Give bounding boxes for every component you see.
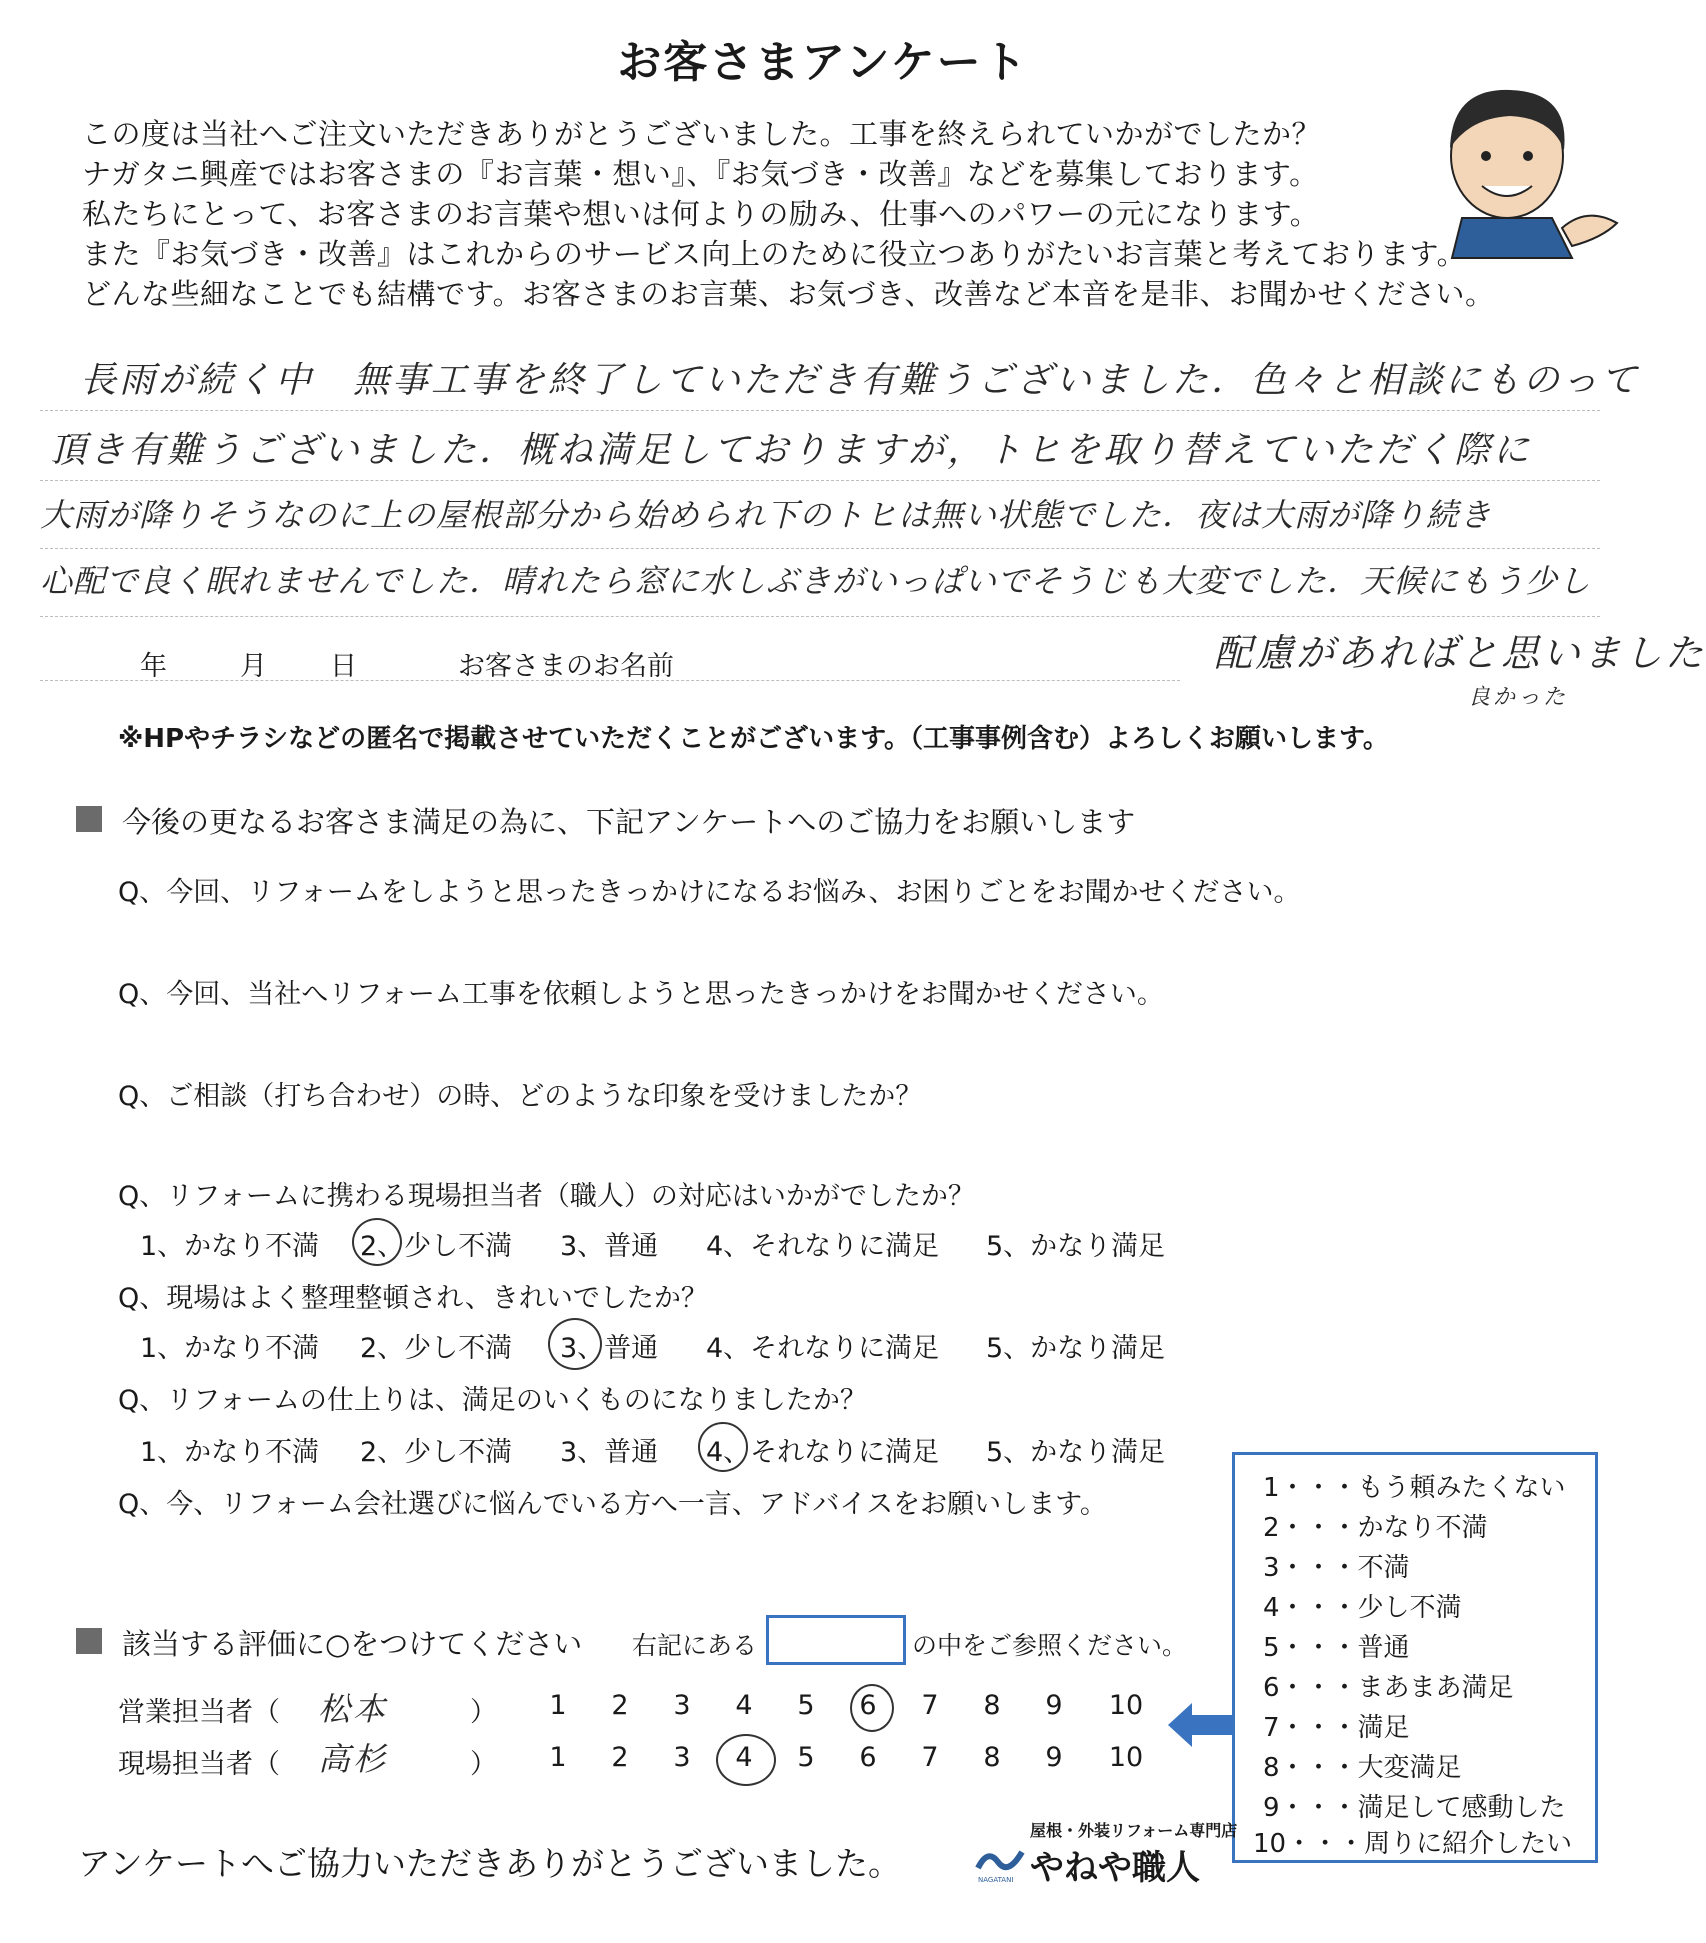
rating-2[interactable]: 2 — [611, 1690, 629, 1721]
rating-10[interactable]: 10 — [1108, 1690, 1144, 1721]
legend-item: 9・・・満足して感動した — [1263, 1793, 1566, 1823]
company-logo-icon — [976, 1840, 1024, 1884]
question-5: Q、現場はよく整理整頓され、きれいでしたか？ — [118, 1283, 708, 1314]
rating-4[interactable]: 4 — [735, 1742, 753, 1773]
option-1[interactable]: 1、かなり不満 — [140, 1437, 320, 1468]
customer-name-label: お客さまのお名前 — [458, 651, 674, 682]
legend-item: 6・・・まあまあ満足 — [1263, 1673, 1514, 1703]
selection-circle — [352, 1218, 402, 1266]
legend-item: 1・・・もう頼みたくない — [1263, 1473, 1566, 1503]
rating-7[interactable]: 7 — [921, 1690, 939, 1721]
reference-box — [766, 1615, 906, 1665]
rating-9[interactable]: 9 — [1045, 1742, 1063, 1773]
selection-circle — [698, 1422, 748, 1472]
sales-staff-close: ） — [470, 1697, 497, 1728]
section-heading-survey: 今後の更なるお客さま満足の為に、下記アンケートへのご協力をお願いします — [122, 805, 1136, 839]
year-label: 年 — [140, 651, 167, 682]
section-heading-rating: 該当する評価に○をつけてください — [122, 1627, 583, 1661]
rating-10[interactable]: 10 — [1108, 1742, 1144, 1773]
legend-item: 8・・・大変満足 — [1263, 1753, 1462, 1783]
selection-circle — [716, 1734, 776, 1786]
rating-8[interactable]: 8 — [983, 1690, 1001, 1721]
option-2[interactable]: 2、少し不満 — [360, 1333, 513, 1364]
intro-line-1: この度は当社へご注文いただきありがとうございました。工事を終えられていかがでしたか？ — [82, 117, 1322, 151]
option-4[interactable]: 4、それなりに満足 — [706, 1437, 940, 1468]
option-4[interactable]: 4、それなりに満足 — [706, 1231, 940, 1262]
question-1: Q、今回、リフォームをしようと思ったきっかけになるお悩み、お困りごとをお聞かせください。 — [118, 877, 1301, 908]
handwritten-line-3: 大雨が降りそうなのに上の屋根部分から始められ下のトヒは無い状態でした．夜は大雨が降り続き — [40, 496, 1493, 534]
section-marker — [76, 1628, 102, 1654]
rating-5[interactable]: 5 — [797, 1690, 815, 1721]
site-staff-label: 現場担当者（ — [118, 1749, 280, 1780]
selection-circle — [548, 1318, 602, 1370]
question-6: Q、リフォームの仕上りは、満足のいくものになりましたか？ — [118, 1385, 867, 1416]
sales-staff-label: 営業担当者（ — [118, 1697, 280, 1728]
question-3: Q、ご相談（打ち合わせ）の時、どのような印象を受けましたか？ — [118, 1081, 923, 1112]
site-staff-close: ） — [470, 1749, 497, 1780]
handwritten-line-2: 頂き有難うございました．概ね満足しておりますが，トヒを取り替えていただく際に — [50, 430, 1533, 471]
rating-1[interactable]: 1 — [549, 1690, 567, 1721]
handwritten-line-1: 長雨が続く中 無事工事を終了していただき有難うございました．色々と相談にものって — [80, 360, 1640, 401]
arrow-left-icon — [1168, 1703, 1232, 1747]
intro-line-2: ナガタニ興産ではお客さまの『お言葉・想い』、『お気づき・改善』などを募集しております。 — [82, 157, 1319, 191]
legend-item: 3・・・不満 — [1263, 1553, 1410, 1583]
rating-6[interactable]: 6 — [859, 1742, 877, 1773]
selection-circle — [850, 1684, 894, 1732]
site-staff-name: 高杉 — [318, 1740, 389, 1778]
mascot-illustration — [1422, 78, 1622, 258]
rating-7[interactable]: 7 — [921, 1742, 939, 1773]
rating-3[interactable]: 3 — [673, 1690, 691, 1721]
writing-line — [40, 410, 1600, 411]
survey-title: お客さまアンケート — [617, 37, 1029, 88]
thank-you-message: アンケートへご協力いただきありがとうございました。 — [78, 1844, 902, 1883]
option-1[interactable]: 1、かなり不満 — [140, 1231, 320, 1262]
section-marker — [76, 806, 102, 832]
legend-item: 10・・・周りに紹介したい — [1253, 1829, 1573, 1859]
rating-legend — [1232, 1452, 1598, 1863]
rating-8[interactable]: 8 — [983, 1742, 1001, 1773]
option-2[interactable]: 2、少し不満 — [360, 1437, 513, 1468]
question-2: Q、今回、当社へリフォーム工事を依頼しようと思ったきっかけをお聞かせください。 — [118, 979, 1164, 1010]
rating-6[interactable]: 6 — [859, 1690, 877, 1721]
option-3[interactable]: 3、普通 — [560, 1333, 659, 1364]
reference-text-after: の中をご参照ください。 — [912, 1631, 1188, 1660]
day-label: 日 — [330, 651, 357, 682]
legend-item: 5・・・普通 — [1263, 1633, 1410, 1663]
handwritten-line-4: 心配で良く眠れませんでした．晴れたら窓に水しぶきがいっぱいでそうじも大変でした．天候にもう少し — [40, 562, 1592, 600]
logo-name: やねや職人 — [1030, 1848, 1200, 1888]
option-3[interactable]: 3、普通 — [560, 1231, 659, 1262]
sales-staff-name: 松本 — [318, 1690, 389, 1728]
option-4[interactable]: 4、それなりに満足 — [706, 1333, 940, 1364]
intro-line-3: 私たちにとって、お客さまのお言葉や想いは何よりの励み、仕事へのパワーの元になります。 — [82, 197, 1320, 231]
option-5[interactable]: 5、かなり満足 — [986, 1437, 1166, 1468]
question-4: Q、リフォームに携わる現場担当者（職人）の対応はいかがでしたか？ — [118, 1181, 975, 1212]
option-1[interactable]: 1、かなり不満 — [140, 1333, 320, 1364]
legend-item: 4・・・少し不満 — [1263, 1593, 1462, 1623]
logo-mark-text: NAGATANI — [978, 1876, 1014, 1884]
option-5[interactable]: 5、かなり満足 — [986, 1231, 1166, 1262]
rating-2[interactable]: 2 — [611, 1742, 629, 1773]
writing-line — [40, 616, 1600, 617]
publication-notice: ※HPやチラシなどの匿名で掲載させていただくことがございます。（工事事例含む）よろしくお願いします。 — [118, 724, 1389, 754]
intro-line-4: また『お気づき・改善』はこれからのサービス向上のために役立つありがたいお言葉と考えております。 — [82, 237, 1467, 271]
writing-line — [40, 548, 1600, 549]
handwritten-line-5: 配慮があればと思いました — [1214, 631, 1706, 675]
reference-text-before: 右記にある — [632, 1631, 758, 1660]
rating-3[interactable]: 3 — [673, 1742, 691, 1773]
logo-tagline: 屋根・外装リフォーム専門店 — [1030, 1821, 1238, 1840]
option-3[interactable]: 3、普通 — [560, 1437, 659, 1468]
rating-5[interactable]: 5 — [797, 1742, 815, 1773]
writing-line — [40, 480, 1600, 481]
handwritten-line-6: 良かった — [1468, 685, 1569, 710]
legend-item: 7・・・満足 — [1263, 1713, 1410, 1743]
rating-9[interactable]: 9 — [1045, 1690, 1063, 1721]
rating-4[interactable]: 4 — [735, 1690, 753, 1721]
intro-line-5: どんな些細なことでも結構です。お客さまのお言葉、お気づき、改善など本音を是非、お聞かせください。 — [82, 277, 1495, 311]
question-7: Q、今、リフォーム会社選びに悩んでいる方へ一言、アドバイスをお願いします。 — [118, 1489, 1107, 1520]
legend-item: 2・・・かなり不満 — [1263, 1513, 1488, 1543]
rating-1[interactable]: 1 — [549, 1742, 567, 1773]
month-label: 月 — [240, 651, 267, 682]
option-2[interactable]: 2、少し不満 — [360, 1231, 513, 1262]
option-5[interactable]: 5、かなり満足 — [986, 1333, 1166, 1364]
